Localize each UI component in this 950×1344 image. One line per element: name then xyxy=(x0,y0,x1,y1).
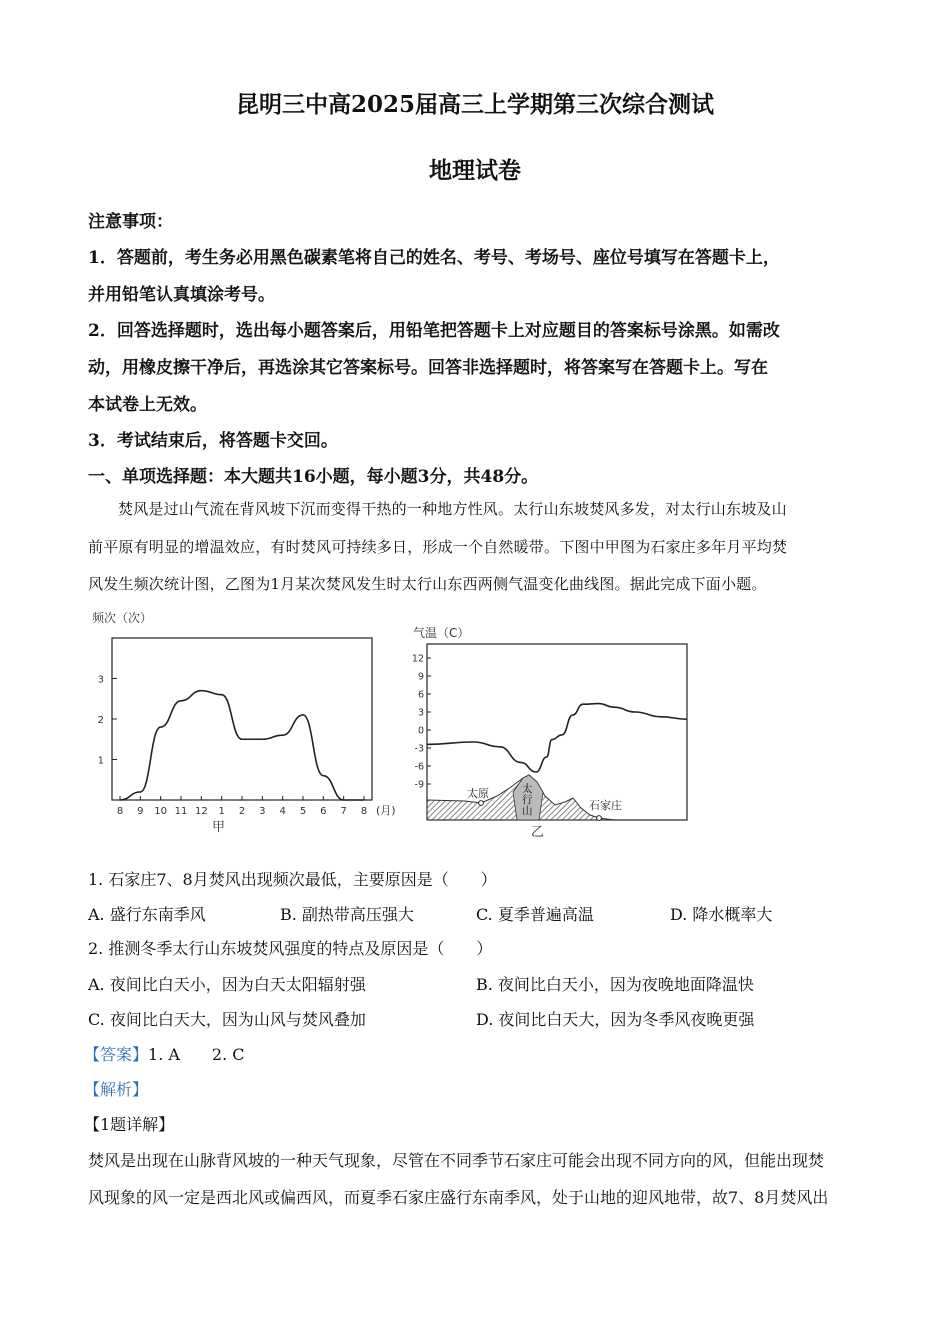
notice-line: 3．考试结束后，将答题卡交回。 xyxy=(88,431,338,451)
question-2-option-b[interactable]: B. 夜间比白天小，因为夜晚地面降温快 xyxy=(476,975,754,994)
x-tick-label: 8 xyxy=(360,806,368,817)
notice-line: 本试卷上无效。 xyxy=(88,395,207,415)
x-tick-label: 5 xyxy=(299,806,307,817)
y-tick-label: 9 xyxy=(417,671,424,683)
chart-jia-series-line xyxy=(120,691,364,800)
question-1-option-b[interactable]: B. 副热带高压强大 xyxy=(280,905,414,924)
notice-line: 2．回答选择题时，选出每小题答案后，用铅笔把答题卡上对应题目的答案标号涂黑。如需改 xyxy=(88,321,780,341)
y-tick-label: 2 xyxy=(97,715,104,726)
y-tick-label: 12 xyxy=(411,653,424,665)
question-1-option-c[interactable]: C. 夏季普遍高温 xyxy=(476,905,594,924)
x-tick-label: 4 xyxy=(279,806,286,817)
x-tick-label: 9 xyxy=(137,806,144,817)
annotation-taihang xyxy=(522,782,533,817)
question-1-stem: 1. 石家庄7、8月焚风出现频次最低，主要原因是（ ） xyxy=(88,870,497,889)
analysis-line: 焚风是出现在山脉背风坡的一种天气现象，尽管在不同季节石家庄可能会出现不同方向的风，但能出现焚 xyxy=(88,1151,825,1170)
notice-heading: 注意事项： xyxy=(88,212,173,232)
passage-line: 风发生频次统计图，乙图为1月某次焚风发生时太行山东西两侧气温变化曲线图。据此完成下面小题。 xyxy=(88,575,767,593)
y-tick-label: 1 xyxy=(97,755,104,767)
notice-line: 动，用橡皮擦干净后，再选涂其它答案标号。回答非选择题时，将答案写在答题卡上。写在 xyxy=(88,358,768,378)
notice-line: 1．答题前，考生务必用黑色碳素笔将自己的姓名、考号、考场号、座位号填写在答题卡上， xyxy=(88,248,780,268)
y-tick-label: 0 xyxy=(417,725,424,737)
x-tick-label: 6 xyxy=(320,806,327,817)
annotation-taiyuan: 太原 xyxy=(467,787,489,800)
y-tick-label: 3 xyxy=(417,707,424,719)
analysis-tag: 【解析】 xyxy=(84,1080,149,1099)
page-subtitle: 地理试卷 xyxy=(429,157,521,184)
y-tick-label: -9 xyxy=(414,779,424,791)
chart-jia xyxy=(80,600,400,840)
y-tick-label: -6 xyxy=(414,761,424,773)
passage-line: 焚风是过山气流在背风坡下沉而变得干热的一种地方性风。太行山东坡焚风多发，对太行山东坡及山 xyxy=(118,500,787,518)
chart-jia-ylabel: 频次（次） xyxy=(92,611,153,625)
annotation-taihang-char: 山 xyxy=(522,805,533,817)
question-1-option-a[interactable]: A. 盛行东南季风 xyxy=(88,905,206,924)
notice-line: 并用铅笔认真填涂考号。 xyxy=(88,285,275,305)
section-heading: 一、单项选择题：本大题共16小题，每小题3分，共48分。 xyxy=(88,467,539,487)
question-2-option-d[interactable]: D. 夜间比白天大，因为冬季风夜晚更强 xyxy=(476,1010,755,1029)
chart-yi-series-line xyxy=(427,704,687,772)
chart-yi-ylabel: 气温（C） xyxy=(413,626,470,640)
detail-heading: 【1题详解】 xyxy=(84,1115,175,1134)
answer-row xyxy=(84,1042,245,1065)
passage-line: 前平原有明显的增温效应，有时焚风可持续多日，形成一个自然暖带。下图中甲图为石家庄多年月平均焚 xyxy=(88,538,788,556)
analysis-line: 风现象的风一定是西北风或偏西风，而夏季石家庄盛行东南季风，处于山地的迎风地带，故7、8月焚风出 xyxy=(88,1188,829,1207)
annotation-taihang-char: 太 xyxy=(522,783,533,795)
x-tick-label: 3 xyxy=(259,806,266,817)
x-tick-label: 12 xyxy=(194,806,208,817)
x-tick-label: 7 xyxy=(340,806,347,817)
x-tick-label: 11 xyxy=(174,806,188,817)
y-tick-label: 6 xyxy=(417,689,424,701)
chart-yi-frame xyxy=(427,644,687,820)
question-2-option-a[interactable]: A. 夜间比白天小，因为白天太阳辐射强 xyxy=(88,975,366,994)
chart-yi-title: 乙 xyxy=(531,825,545,840)
taiyuan-marker xyxy=(479,801,484,806)
question-2-option-c[interactable]: C. 夜间比白天大，因为山风与焚风叠加 xyxy=(88,1010,366,1029)
x-tick-label: 8 xyxy=(116,806,124,817)
x-tick-label: 1 xyxy=(218,806,225,817)
y-tick-label: -3 xyxy=(414,743,424,755)
question-1-option-d[interactable]: D. 降水概率大 xyxy=(670,905,773,924)
annotation-shijiazhuang: 石家庄 xyxy=(589,799,622,812)
chart-jia-frame xyxy=(112,638,372,800)
page-title: 昆明三中高2025届高三上学期第三次综合测试 xyxy=(235,91,714,118)
chart-jia-xlabel: (月) xyxy=(376,804,396,817)
chart-jia-title: 甲 xyxy=(212,820,226,835)
answer-tag: 【答案】 xyxy=(84,1045,149,1064)
x-tick-label: 10 xyxy=(154,806,168,817)
question-2-stem: 2. 推测冬季太行山东坡焚风强度的特点及原因是（ ） xyxy=(88,939,493,958)
y-tick-label: 3 xyxy=(97,674,104,686)
shijiazhuang-marker xyxy=(597,816,602,821)
x-tick-label: 2 xyxy=(238,806,246,817)
chart-yi xyxy=(405,620,705,845)
annotation-taihang-char: 行 xyxy=(522,794,533,806)
answer-text: 1. A 2. C xyxy=(148,1045,245,1064)
